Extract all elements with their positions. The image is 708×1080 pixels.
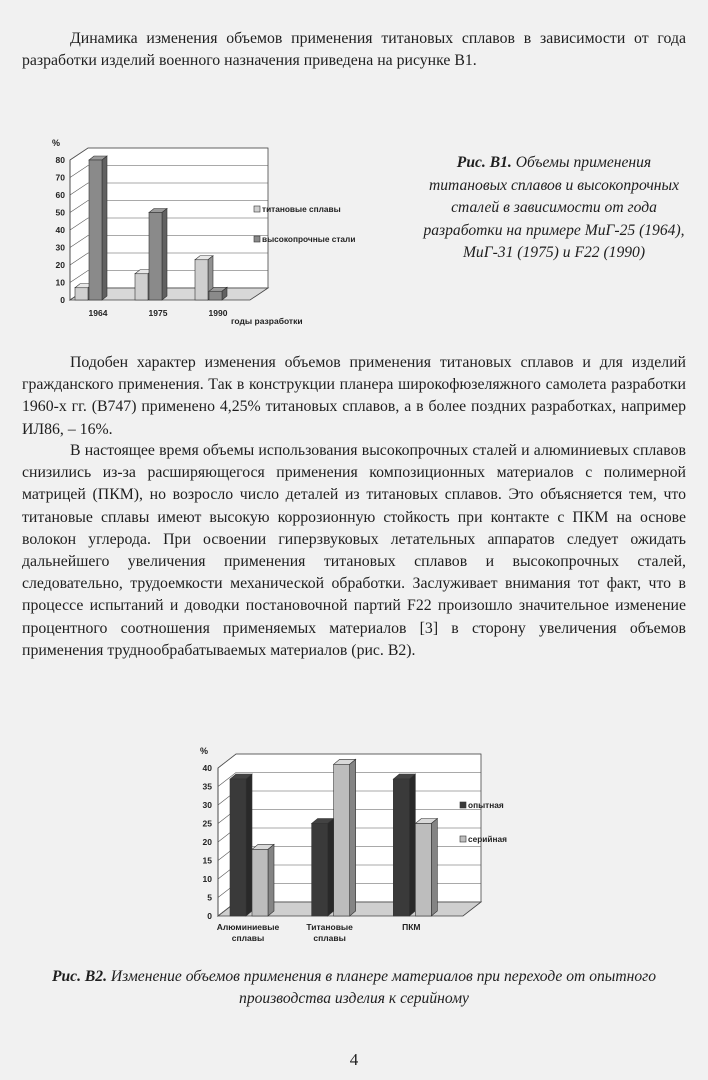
bar — [312, 824, 328, 917]
chart-b2 — [188, 740, 533, 950]
caption-fig-b2 — [22, 966, 686, 1010]
y-tick-label: 30 — [202, 800, 212, 810]
y-tick-label: 25 — [202, 818, 212, 829]
bar — [89, 160, 102, 300]
bar-side — [350, 759, 356, 916]
y-tick-label: 20 — [55, 260, 65, 270]
y-tick-label: 80 — [55, 155, 65, 165]
chart-b1 — [38, 128, 408, 328]
x-tick-label-line: Алюминиевые — [216, 922, 280, 932]
x-tick-label — [217, 922, 280, 943]
y-tick-label: 50 — [55, 207, 65, 218]
legend-label: титановые сплавы — [262, 204, 341, 214]
bar — [75, 288, 88, 300]
bar — [393, 779, 409, 916]
legend-label: высокопрочные стали — [262, 234, 356, 244]
y-tick-label: 60 — [55, 190, 65, 200]
legend-label: серийная — [468, 834, 507, 844]
y-tick-label: 20 — [202, 837, 212, 847]
x-tick-label: 1975 — [148, 308, 168, 318]
y-tick-label: 5 — [207, 892, 212, 903]
y-tick-label: 40 — [55, 225, 65, 235]
caption-b1-label: Рис. В1. — [456, 154, 512, 171]
bar-side — [102, 156, 107, 300]
y-tick-label: 35 — [202, 781, 212, 792]
bar-side — [431, 819, 437, 917]
bar-side — [162, 209, 167, 301]
paragraph-current: В настоящее время объемы использования высокопрочных сталей и алюминиевых сплавов снизились из-за расширяющегося применения композиционных материалов с полимерной матрицей (ПКМ), но возросло число деталей из титановых сплавов. Это объясняется тем, что титановые сплавы имеют высокую коррозионную стойкость при контакте с ПКМ на основе волокон углерода. При освоении гиперзвуковых летательных аппаратов следует ожидать дальнейшего увеличения применения титановых сплавов и высокопрочных сталей, следовательно, трудоемкости механической обработки. Заслуживает внимания тот факт, что в процессе испытаний и доводки постановочной партий F22 произошло значительное изменение процентного соотношения применяемых материалов [3] в сторону увеличения объемов применения труднообрабатываемых материалов (рис. В2). — [22, 442, 686, 659]
paragraph-intro: Динамика изменения объемов применения титановых сплавов в зависимости от года разработки изделий военного назначения приведена на рисунке В1. — [22, 30, 686, 70]
bar — [195, 260, 208, 300]
bar — [149, 213, 162, 301]
y-tick-label: 10 — [55, 277, 65, 288]
caption-fig-b1 — [418, 152, 690, 265]
legend-label: опытная — [468, 800, 504, 810]
legend-swatch — [460, 802, 466, 808]
x-tick-label-line: ПКМ — [402, 922, 421, 932]
bar-side — [268, 844, 274, 916]
bar-side — [328, 819, 334, 917]
x-tick-label-line: сплавы — [231, 933, 265, 943]
x-tick-label-line: Титановые — [306, 922, 353, 932]
caption-b2-text: Изменение объемов применения в планере материалов при переходе от опытного производства изделия к серийному — [110, 968, 657, 1007]
caption-b2-label: Рис. В2. — [51, 968, 107, 985]
x-tick-label — [402, 922, 420, 932]
x-tick-label: 1964 — [88, 308, 108, 318]
bar — [252, 849, 268, 916]
caption-b1-text: Объемы применения титановых сплавов и высокопрочных сталей в зависимости от года разработки на примере МиГ-25 (1964), МиГ-31 (1975) и F22 (1990) — [423, 154, 685, 262]
x-tick-label: 1990 — [208, 308, 228, 318]
legend-swatch — [460, 836, 466, 842]
y-tick-label: 10 — [202, 874, 212, 884]
y-tick-label: 30 — [55, 242, 65, 253]
y-axis-label: % — [200, 746, 209, 756]
page-number: 4 — [349, 1050, 359, 1069]
bar — [135, 274, 148, 300]
x-tick-label-line: сплавы — [313, 933, 346, 943]
bar — [230, 779, 246, 916]
bar — [415, 824, 431, 917]
y-tick-label: 0 — [207, 911, 212, 921]
y-tick-label: 70 — [55, 172, 65, 183]
y-axis-label: % — [52, 138, 61, 148]
bar — [334, 764, 350, 916]
y-tick-label: 0 — [60, 295, 65, 305]
paragraph-civil: Подобен характер изменения объемов применения титановых сплавов и для изделий гражданского применения. Так в конструкции планера широкофюзеляжного самолета разработки 1960-х гг. (В747) применено 4,25% титановых сплавов, а в более поздних разработках, например ИЛ86, – 16%. — [22, 354, 686, 438]
bar — [209, 291, 222, 300]
bar-side — [409, 774, 415, 916]
x-axis-label: годы разработки — [231, 316, 303, 326]
y-tick-label: 40 — [202, 763, 212, 773]
bar-side — [246, 774, 252, 916]
x-tick-label — [306, 922, 353, 943]
legend-swatch — [254, 206, 260, 212]
y-tick-label: 15 — [202, 855, 212, 866]
legend-swatch — [254, 236, 260, 242]
